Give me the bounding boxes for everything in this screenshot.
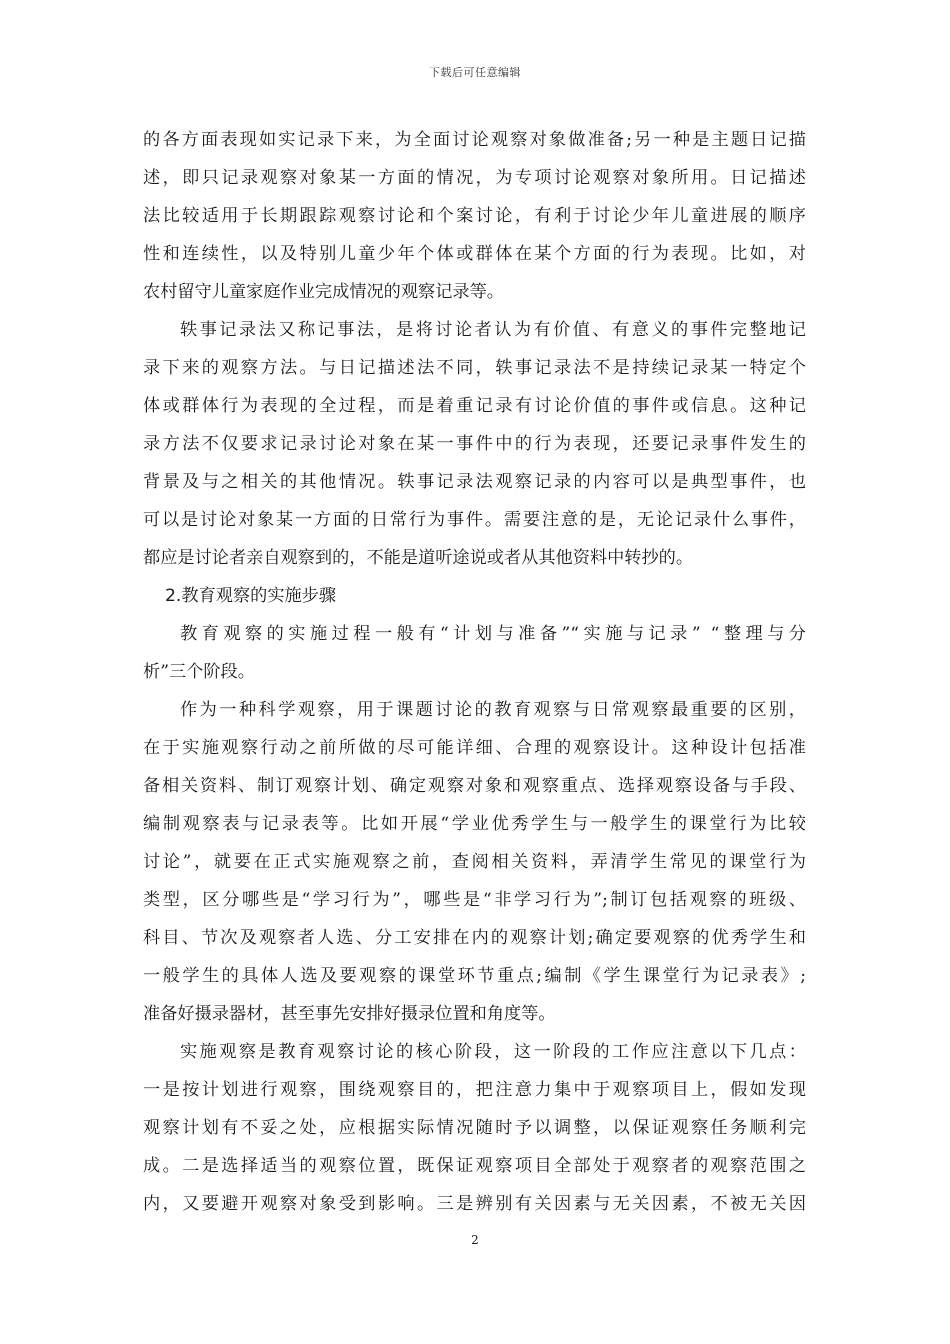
text-line: 内，又要避开观察对象受到影响。三是辨别有关因素与无关因素，不被无关因 xyxy=(143,1194,806,1214)
document-body xyxy=(143,121,806,1223)
text-line: 录下来的观察方法。与日记描述法不同，轶事记录法不是持续记录某一特定个 xyxy=(143,358,806,378)
text-line: 观察计划有不妥之处，应根据实际情况随时予以调整，以保证观察任务顺利完 xyxy=(143,1118,806,1138)
text-line: 作为一种科学观察，用于课题讨论的教育观察与日常观察最重要的区别， xyxy=(180,700,806,720)
section-heading: 2.教育观察的实施步骤 xyxy=(165,586,337,606)
text-line: 一是按计划进行观察，围绕观察目的，把注意力集中于观察项目上，假如发现 xyxy=(143,1080,806,1100)
text-line: 类型，区分哪些是“学习行为”，哪些是“非学习行为”;制订包括观察的班级、 xyxy=(143,890,806,910)
text-line: 法比较适用于长期跟踪观察讨论和个案讨论，有利于讨论少年儿童进展的顺序 xyxy=(143,206,806,226)
page-header: 下载后可任意编辑 xyxy=(429,66,521,79)
text-line: 讨论”，就要在正式实施观察之前，查阅相关资料，弄清学生常见的课堂行为 xyxy=(143,852,806,872)
text-line: 实施观察是教育观察讨论的核心阶段，这一阶段的工作应注意以下几点： xyxy=(180,1042,806,1062)
text-line: 成。二是选择适当的观察位置，既保证观察项目全部处于观察者的观察范围之 xyxy=(143,1156,806,1176)
text-line: 体或群体行为表现的全过程，而是着重记录有讨论价值的事件或信息。这种记 xyxy=(143,396,806,416)
page-number: 2 xyxy=(471,1233,479,1247)
text-line: 的各方面表现如实记录下来，为全面讨论观察对象做准备;另一种是主题日记描 xyxy=(143,130,806,150)
text-line: 背景及与之相关的其他情况。轶事记录法观察记录的内容可以是典型事件，也 xyxy=(143,472,806,492)
text-line: 教育观察的实施过程一般有“计划与准备”“实施与记录” “整理与分 xyxy=(180,624,806,644)
text-line: 在于实施观察行动之前所做的尽可能详细、合理的观察设计。这种设计包括准 xyxy=(143,738,806,758)
text-line: 一般学生的具体人选及要观察的课堂环节重点;编制《学生课堂行为记录表》; xyxy=(143,966,806,986)
text-line: 性和连续性，以及特别儿童少年个体或群体在某个方面的行为表现。比如，对 xyxy=(143,244,806,264)
text-line: 析”三个阶段。 xyxy=(143,662,255,682)
text-line: 可以是讨论对象某一方面的日常行为事件。需要注意的是，无论记录什么事件， xyxy=(143,510,806,530)
text-line: 编制观察表与记录表等。比如开展“学业优秀学生与一般学生的课堂行为比较 xyxy=(143,814,806,834)
text-line: 备相关资料、制订观察计划、确定观察对象和观察重点、选择观察设备与手段、 xyxy=(143,776,806,796)
text-line: 录方法不仅要求记录讨论对象在某一事件中的行为表现，还要记录事件发生的 xyxy=(143,434,806,454)
text-line: 准备好摄录器材，甚至事先安排好摄录位置和角度等。 xyxy=(143,1004,556,1024)
text-line: 农村留守儿童家庭作业完成情况的观察记录等。 xyxy=(143,282,504,302)
text-line: 轶事记录法又称记事法，是将讨论者认为有价值、有意义的事件完整地记 xyxy=(180,320,806,340)
text-line: 都应是讨论者亲自观察到的，不能是道听途说或者从其他资料中转抄的。 xyxy=(143,548,694,568)
text-line: 述，即只记录观察对象某一方面的情况，为专项讨论观察对象所用。日记描述 xyxy=(143,168,806,188)
text-line: 科目、节次及观察者人选、分工安排在内的观察计划;确定要观察的优秀学生和 xyxy=(143,928,806,948)
